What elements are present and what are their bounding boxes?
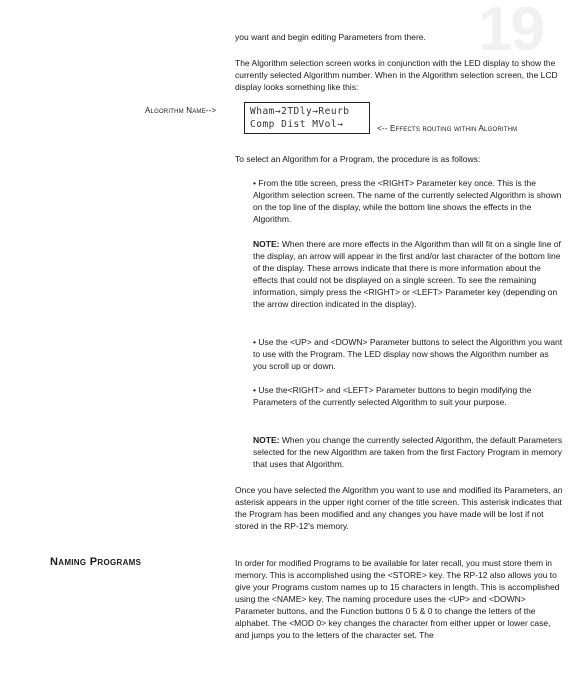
lcd-label-effects-routing: <-- Effects routing within Algorithm (377, 124, 518, 133)
bullet-title-screen: • From the title screen, press the <RIGHT> Parameter key once. This is the Algorithm selection screen. The name of the currently selected Algorithm is shown on the top line of the display, while the bottom line shows the effects in the Algorithm. (253, 178, 562, 224)
lcd-label-algorithm-name: Algorithm Name--> (145, 106, 217, 115)
section-heading-naming-programs: Naming Programs (50, 556, 142, 568)
note-label: NOTE: (253, 239, 280, 249)
note-arrows (253, 238, 563, 310)
note-default-parameters (253, 434, 563, 470)
lcd-line-1: Wham→2TDly→Reurb (250, 106, 350, 117)
lcd-display (244, 102, 370, 134)
naming-paragraph: In order for modified Programs to be available for later recall, you must store them in memory. This is accomplished using the <STORE> key. The RP-12 also allows you to give your Programs custom names up to 15 characters in length. This is accomplished using the <NAME> key. The naming procedure uses the <UP> and <DOWN> Parameter buttons, and the Function buttons 0 5 & 0 to change the letters of the alphabet. The <MOD 0> key changes the character from either upper or lower case, and jumps you to the letters of the character set. The (235, 558, 560, 640)
note-text: When there are more effects in the Algorithm than will fit on a single line of the display, an arrow will appear in the first and/or last character of the bottom line of the display. These arrows indicate that there is more information about the effects that could not be displayed on a single screen. To see the remaining information, simply press the <RIGHT> or <LEFT> Parameter key (depending on the arrow direction indicated in the display). (253, 239, 561, 309)
page-number: 19 (478, 0, 543, 64)
bullet-right-left: • Use the<RIGHT> and <LEFT> Parameter buttons to begin modifying the Parameters of the currently selected Algorithm to suit your purpose. (253, 385, 532, 407)
asterisk-paragraph: Once you have selected the Algorithm you want to use and modified its Parameters, an asterisk appears in the upper right corner of the title screen. This asterisk indicates that the Program has been modified and any changes you have made will be lost if not stored in the RP-12's memory. (235, 485, 563, 531)
bullet-up-down: • Use the <UP> and <DOWN> Parameter buttons to select the Algorithm you want to use with the Program. The LED display now shows the Algorithm number as you scroll up or down. (253, 337, 563, 371)
lcd-line-2: Comp Dist MVol→ (250, 119, 344, 130)
procedure-paragraph: To select an Algorithm for a Program, the procedure is as follows: (235, 154, 481, 164)
intro-text: you want and begin editing Parameters from there. (235, 32, 426, 42)
note-label: NOTE: (253, 435, 280, 445)
note-text: When you change the currently selected Algorithm, the default Parameters selected for the new Algorithm are taken from the first Factory Program in memory that uses that Algorithm. (253, 435, 562, 469)
algorithm-screen-paragraph: The Algorithm selection screen works in conjunction with the LED display to show the currently selected Algorithm number. When in the Algorithm selection screen, the LCD display looks something like this: (235, 58, 558, 92)
